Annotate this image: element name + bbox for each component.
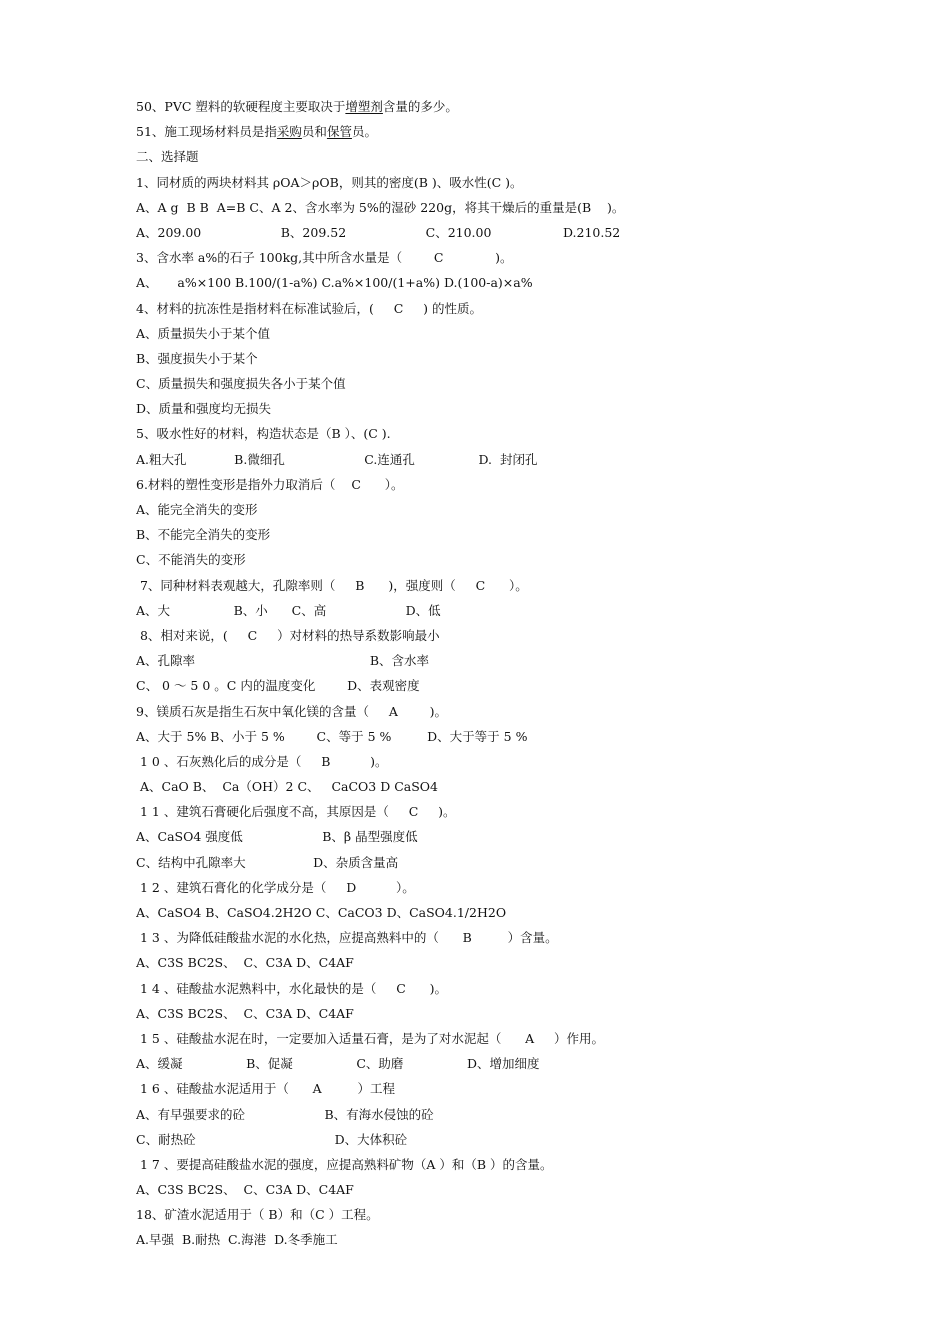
line-text: B、不能完全消失的变形 — [136, 527, 271, 543]
text-line — [136, 824, 896, 849]
text-line — [136, 1127, 896, 1152]
underlined-answer: 保管 — [326, 124, 352, 140]
text-line — [136, 1102, 896, 1127]
line-text: A、C3S BC2S、 C、C3A D、C4AF — [136, 1005, 354, 1021]
text-line — [136, 371, 896, 396]
line-text: A、C3S BC2S、 C、C3A D、C4AF — [136, 1182, 354, 1198]
line-text: 6.材料的塑性变形是指外力取消后（ C ）。 — [136, 476, 404, 492]
line-text: A、孔隙率 B、含水率 — [136, 653, 430, 669]
text-line — [136, 245, 896, 270]
line-text: A、有早强要求的砼 B、有海水侵蚀的砼 — [136, 1106, 434, 1122]
text-line — [136, 270, 896, 295]
line-text: A、缓凝 B、促凝 C、助磨 D、增加细度 — [136, 1056, 540, 1072]
line-text: 员。 — [351, 124, 377, 140]
text-line — [136, 1202, 896, 1227]
line-text: A、CaSO4 B、CaSO4.2H2O C、CaCO3 D、CaSO4.1/2H2O — [136, 905, 507, 920]
line-text: B、强度损失小于某个 — [136, 350, 258, 366]
line-text: A、能完全消失的变形 — [136, 502, 258, 517]
line-text: A.粗大孔 B.微细孔 C.连通孔 D. 封闭孔 — [136, 451, 538, 467]
line-text: 1 7 、要提高硅酸盐水泥的强度，应提高熟料矿物（A ）和（B ）的含量。 — [136, 1156, 553, 1172]
text-line — [136, 799, 896, 824]
text-line — [136, 195, 896, 220]
text-line — [136, 1227, 896, 1252]
text-line — [136, 522, 896, 547]
text-line — [136, 774, 896, 799]
line-text: C、 0 ～ 5 0 。C 内的温度变化 D、表观密度 — [136, 678, 420, 694]
text-line — [136, 296, 896, 321]
underlined-answer: 采购 — [276, 124, 302, 140]
text-line — [136, 144, 896, 169]
text-line — [136, 421, 896, 446]
line-text: A、大于 5% B、小于 5 % C、等于 5 % D、大于等于 5 % — [136, 728, 528, 744]
line-text: 员和 — [301, 124, 327, 140]
underlined-answer: 增塑剂 — [345, 99, 383, 114]
text-line — [136, 699, 896, 724]
line-text: 1 6 、硅酸盐水泥适用于（ A ）工程 — [136, 1081, 395, 1097]
line-text: 3、含水率 a%的石子 100kg,其中所含水量是（ C )。 — [136, 250, 513, 266]
line-text: 9、镁质石灰是指生石灰中氧化镁的含量（ A )。 — [136, 703, 448, 719]
text-line — [136, 119, 896, 144]
line-text: C、不能消失的变形 — [136, 552, 246, 568]
line-text: A、209.00 B、209.52 C、210.00 D.210.52 — [136, 224, 621, 240]
line-text: 5、吸水性好的材料，构造状态是（B ）、(C ). — [136, 426, 391, 442]
line-text: 51、施工现场材料员是指 — [136, 124, 277, 140]
line-text: A、 a%×100 B.100/(1-a%) C.a%×100/(1+a%) D.(100-a)×a% — [136, 275, 533, 291]
line-text: 1 3 、为降低硅酸盐水泥的水化热，应提高熟料中的（ B ）含量。 — [136, 930, 558, 946]
line-text: A、C3S BC2S、 C、C3A D、C4AF — [136, 955, 354, 971]
question-list — [136, 94, 896, 1253]
line-text: 1 4 、硅酸盐水泥熟料中，水化最快的是（ C )。 — [136, 980, 447, 996]
line-text: A、CaO B、 Ca（OH）2 C、 CaCO3 D CaSO4 — [136, 779, 438, 795]
line-text: 8、相对来说，( C ）对材料的热导系数影响最小 — [136, 627, 440, 643]
text-line — [136, 1152, 896, 1177]
line-text: 1 5 、硅酸盐水泥在时，一定要加入适量石膏，是为了对水泥起（ A ）作用。 — [136, 1030, 605, 1046]
text-line — [136, 1076, 896, 1101]
line-text: 50、PVC 塑料的软硬程度主要取决于 — [136, 99, 346, 114]
text-line — [136, 623, 896, 648]
line-text: C、质量损失和强度损失各小于某个值 — [136, 376, 346, 392]
text-line — [136, 598, 896, 623]
text-line — [136, 850, 896, 875]
line-text: 1 2 、建筑石膏化的化学成分是（ D ）。 — [136, 879, 415, 895]
text-line — [136, 346, 896, 371]
line-text: 18、矿渣水泥适用于（ B）和（C ）工程。 — [136, 1207, 379, 1223]
line-text: A、大 B、小 C、高 D、低 — [136, 602, 441, 618]
line-text: D、质量和强度均无损失 — [136, 401, 272, 417]
text-line — [136, 875, 896, 900]
text-line — [136, 321, 896, 346]
text-line — [136, 950, 896, 975]
line-text: 1 1 、建筑石膏硬化后强度不高，其原因是（ C )。 — [136, 804, 456, 820]
text-line — [136, 396, 896, 421]
text-line — [136, 1051, 896, 1076]
text-line — [136, 1026, 896, 1051]
text-line — [136, 472, 896, 497]
line-text: 1 0 、石灰熟化后的成分是（ B )。 — [136, 753, 388, 769]
text-line — [136, 170, 896, 195]
text-line — [136, 1001, 896, 1026]
text-line — [136, 1177, 896, 1202]
line-text: 含量的多少。 — [382, 99, 458, 114]
line-text: A、A g B B A=B C、A 2、含水率为 5%的湿砂 220g，将其干燥后的重量是(B )。 — [136, 199, 625, 215]
line-text: C、耐热砼 D、大体积砼 — [136, 1131, 408, 1147]
text-line — [136, 220, 896, 245]
text-line — [136, 94, 896, 119]
text-line — [136, 497, 896, 522]
text-line — [136, 749, 896, 774]
text-line — [136, 900, 896, 925]
text-line — [136, 925, 896, 950]
line-text: C、结构中孔隙率大 D、杂质含量高 — [136, 854, 399, 870]
line-text: A、质量损失小于某个值 — [136, 325, 271, 341]
line-text: 1、同材质的两块材料其 ρOA＞ρOB，则其的密度(B )、吸水性(C )。 — [136, 174, 523, 190]
text-line — [136, 573, 896, 598]
text-line — [136, 648, 896, 673]
text-line — [136, 673, 896, 698]
line-text: A.早强 B.耐热 C.海港 D.冬季施工 — [136, 1232, 338, 1248]
line-text: 二、选择题 — [136, 149, 199, 165]
text-line — [136, 547, 896, 572]
line-text: A、CaSO4 强度低 B、β 晶型强度低 — [136, 829, 418, 845]
text-line — [136, 447, 896, 472]
line-text: 4、材料的抗冻性是指材料在标准试验后，( C ) 的性质。 — [136, 300, 482, 316]
text-line — [136, 976, 896, 1001]
text-line — [136, 724, 896, 749]
line-text: 7、同种材料表观越大，孔隙率则（ B )，强度则（ C ）。 — [136, 577, 528, 593]
